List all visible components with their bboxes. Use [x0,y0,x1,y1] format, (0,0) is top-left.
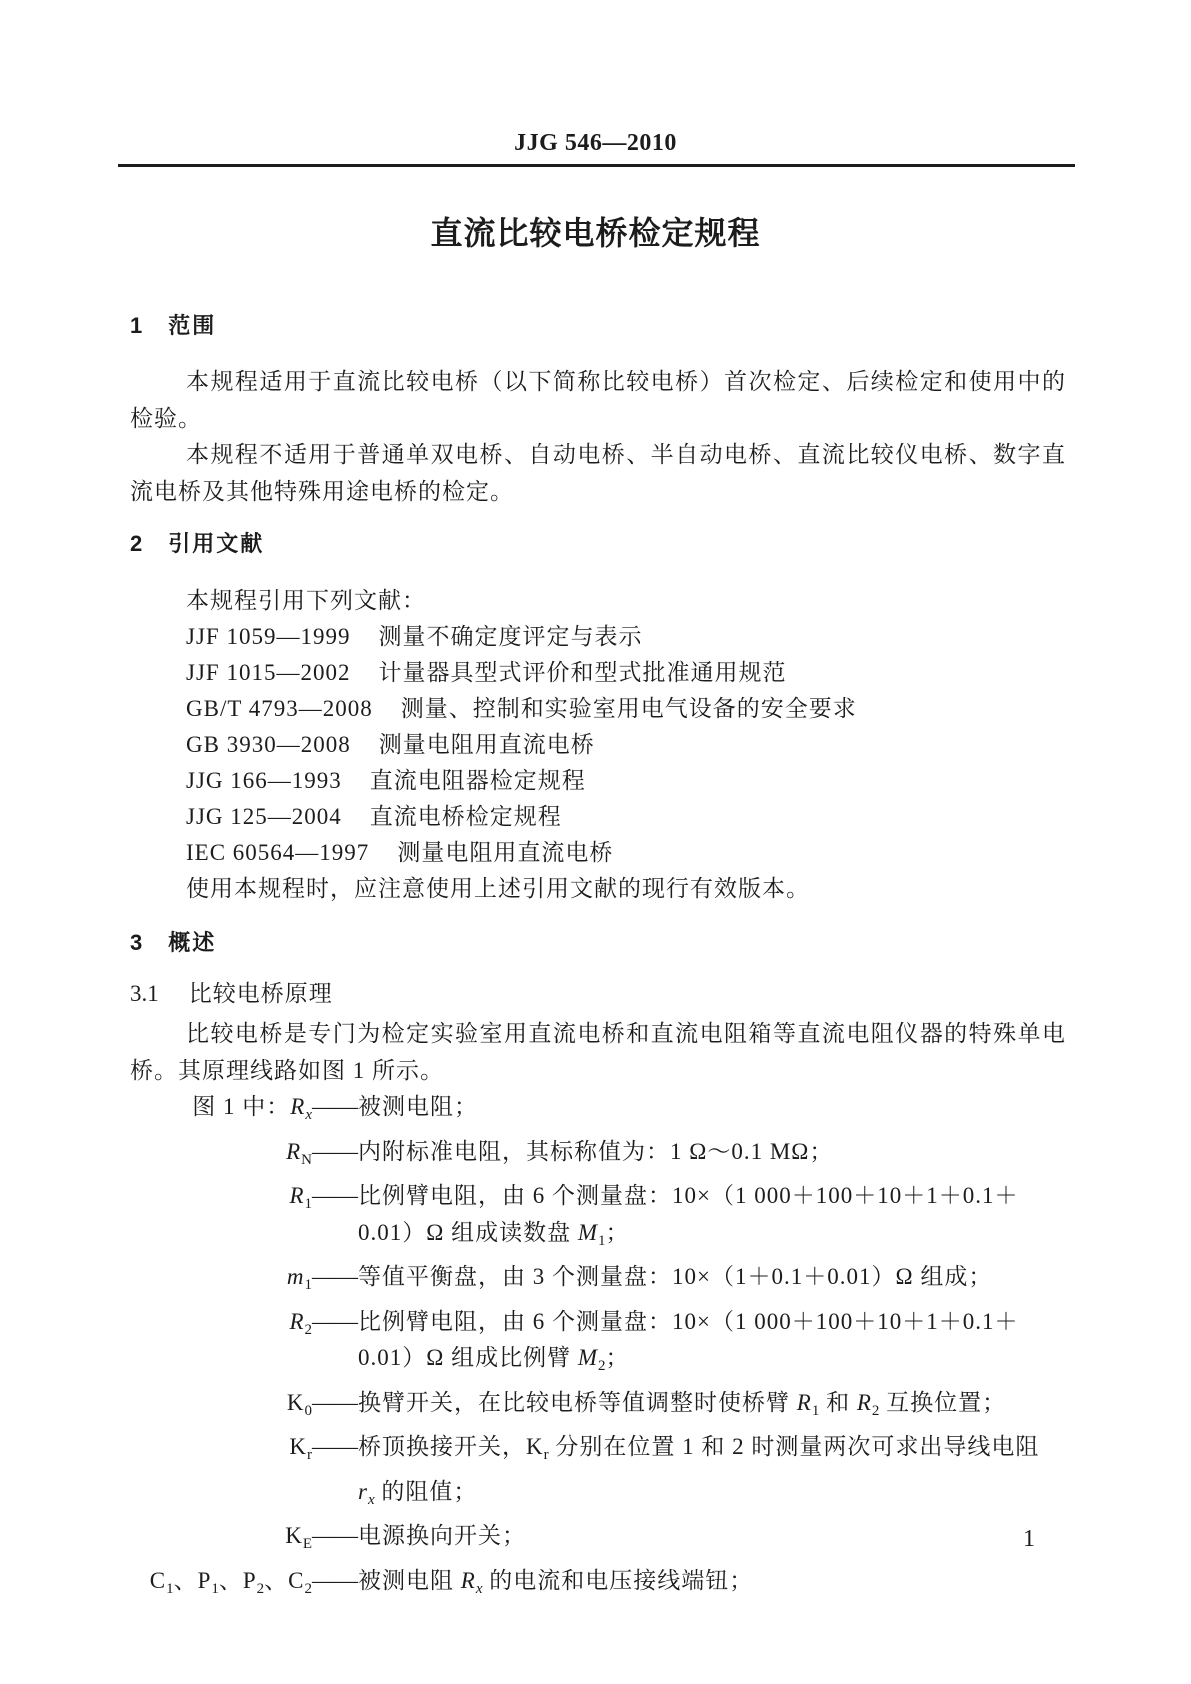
definition-dash: —— [312,1308,358,1334]
symbol: R [460,1567,476,1593]
definition-description [358,1134,1075,1171]
overview-body [130,1016,1075,1607]
symbol: M [577,1219,599,1245]
symbol: R [796,1389,812,1415]
definition-row [130,1259,1075,1304]
section-number: 1 [130,313,143,338]
scope-paragraph: 本规程适用于直流比较电桥（以下简称比较电桥）首次检定、后续检定和使用中的检验。 [130,369,1066,431]
definition-description [358,1259,1075,1296]
subsection-number: 3.1 [130,981,159,1006]
symbol-subscript: 2 [871,1402,880,1419]
symbol: C [288,1567,305,1593]
definition-row [130,1089,1075,1134]
definition-description-line: 0.01）Ω 组成读数盘 $M_1$； [358,1219,630,1249]
section-number: 2 [130,531,143,556]
symbol: K [289,1434,307,1459]
symbol-subscript: 1 [211,1580,219,1597]
reference-code: IEC 60564—1997 [186,840,370,865]
definition-row [130,1385,1075,1430]
section-heading-references [130,529,264,559]
scope-body [130,364,1066,510]
definition-row [130,1563,1075,1608]
page-number: 1 [1023,1526,1035,1552]
definition-dash: —— [312,1183,358,1208]
definition-term: $C_1$、$P_1$、$P_2$、$C_2$ [149,1567,312,1597]
definition-description-line: 内附标准电阻，其标称值为：1 Ω～0.1 MΩ； [358,1138,834,1164]
definition-term [130,1385,312,1430]
reference-item [130,799,1075,835]
definition-description-line: 电源换向开关； [358,1523,526,1548]
reference-title: 测量不确定度评定与表示 [378,624,643,649]
reference-item [130,619,1075,655]
definition-dash: —— [312,1264,358,1289]
reference-item [130,727,1075,763]
definition-term [130,1089,312,1134]
reference-code: GB/T 4793—2008 [186,696,373,721]
definition-term [130,1178,312,1223]
definition-description-line: 被测电阻 $R_x$ 的电流和电压接线端钮； [358,1567,754,1597]
symbol: C [149,1567,167,1593]
definition-dash: —— [312,1567,358,1593]
definition-dash: —— [312,1523,358,1548]
symbol-subscript: r [543,1447,549,1463]
reference-title: 测量电阻用直流电桥 [397,840,614,865]
definition-description [358,1563,1075,1608]
reference-code: JJF 1059—1999 [186,624,351,649]
definition-description-line: 0.01）Ω 组成比例臂 $M_2$； [358,1345,630,1374]
references-closing-note: 使用本规程时，应注意使用上述引用文献的现行有效版本。 [186,876,810,901]
definition-description-line: 桥顶换接开关，$K_r$ 分别在位置 1 和 2 时测量两次可求出导线电阻 [358,1434,1040,1463]
definition-description-line: 比例臂电阻，由 6 个测量盘：10×（1 000＋100＋10＋1＋0.1＋ [358,1308,1019,1334]
definition-row [130,1178,1075,1259]
references-list [130,619,1075,871]
reference-code: JJG 166—1993 [186,768,342,793]
definition-row [130,1518,1075,1563]
definition-description [358,1304,1075,1385]
document-title: 直流比较电桥检定规程 [430,215,761,251]
section-heading-label: 概述 [168,930,217,955]
symbol: R [856,1389,872,1415]
symbol-subscript: r [307,1447,312,1463]
symbol-subscript: N [301,1151,312,1168]
references-intro: 本规程引用下列文献： [186,588,426,613]
section-heading-label: 范围 [168,313,217,338]
symbol: m [286,1264,305,1289]
symbol-subscript: 2 [304,1321,312,1338]
definition-description-line: $r_x$ 的阻值； [358,1478,478,1508]
reference-title: 测量电阻用直流电桥 [378,732,595,757]
symbol-subscript: 2 [256,1580,265,1597]
symbol: R [286,1138,302,1164]
section-heading-overview [130,928,216,958]
reference-title: 直流电桥检定规程 [369,804,562,829]
symbol-subscript: 2 [304,1580,312,1597]
definition-description [358,1518,1075,1555]
definition-description-line: 等值平衡盘，由 3 个测量盘：10×（1＋0.1＋0.01）Ω 组成； [358,1264,993,1289]
symbol-subscript: 1 [166,1580,174,1597]
figure-reference-label: 图 1 中： [192,1094,291,1119]
header-rule [118,164,1075,167]
definition-term [130,1518,312,1563]
symbol-subscript: 0 [304,1402,312,1419]
symbol: K [526,1434,544,1459]
subsection-heading-label: 比较电桥原理 [188,981,333,1006]
definition-description [358,1429,1075,1518]
symbol-subscript: 1 [598,1232,606,1249]
reference-title: 测量、控制和实验室用电气设备的安全要求 [400,696,857,721]
document-code: JJG 546—2010 [514,130,677,156]
definition-row [130,1304,1075,1385]
reference-item [130,763,1075,799]
definition-description-line: 被测电阻； [358,1094,478,1119]
reference-code: JJF 1015—2002 [186,660,351,685]
section-heading-scope [130,311,216,341]
section-heading-label: 引用文献 [168,531,265,556]
scope-paragraph: 本规程不适用于普通单双电桥、自动电桥、半自动电桥、直流比较仪电桥、数字直流电桥及其他特殊用途电桥的检定。 [130,442,1066,504]
symbol: P [242,1567,257,1593]
symbol: K [286,1389,305,1415]
symbol: r [358,1478,368,1504]
reference-code: JJG 125—2004 [186,804,342,829]
reference-code: GB 3930—2008 [186,732,351,757]
definition-description [358,1178,1075,1259]
symbol-subscript: 2 [598,1358,606,1374]
symbol: R [290,1094,306,1119]
definition-description [358,1385,1075,1430]
definition-term [130,1304,312,1349]
reference-title: 直流电阻器检定规程 [369,768,586,793]
definition-row [130,1134,1075,1179]
definition-row [130,1429,1075,1518]
section-number: 3 [130,930,143,955]
definition-dash: —— [312,1434,358,1459]
definition-description-line: 比例臂电阻，由 6 个测量盘：10×（1 000＋100＋10＋1＋0.1＋ [358,1183,1019,1208]
definition-dash: —— [312,1094,358,1119]
symbol: P [197,1567,212,1593]
symbol: R [289,1183,305,1208]
symbol-subscript: x [367,1491,375,1508]
figure-legend-list [130,1089,1075,1607]
symbol-subscript: x [475,1580,483,1597]
definition-description-line: 换臂开关，在比较电桥等值调整时使桥臂 $R_1$ 和 $R_2$ 互换位置； [358,1389,1007,1419]
definition-term [130,1429,312,1474]
symbol-subscript: x [305,1107,312,1123]
reference-item [130,835,1075,871]
reference-title: 计量器具型式评价和型式批准通用规范 [378,660,787,685]
reference-item [130,655,1075,691]
definition-dash: —— [312,1138,358,1164]
symbol-subscript: 1 [304,1196,312,1212]
definition-term [130,1259,312,1304]
subsection-heading-principle [130,979,333,1009]
references-body [130,583,1075,907]
definition-term [130,1134,312,1179]
reference-item [130,691,1075,727]
definition-description [358,1089,1075,1126]
definition-dash: —— [312,1389,358,1415]
symbol: M [577,1345,599,1370]
symbol-subscript: 1 [811,1402,820,1419]
symbol-subscript: E [302,1536,312,1552]
principle-paragraph: 比较电桥是专门为检定实验室用直流电桥和直流电阻箱等直流电阻仪器的特殊单电桥。其原理线路如图 1 所示。 [130,1021,1066,1083]
symbol: R [289,1308,305,1334]
symbol: K [285,1523,303,1548]
symbol-subscript: 1 [304,1277,312,1293]
